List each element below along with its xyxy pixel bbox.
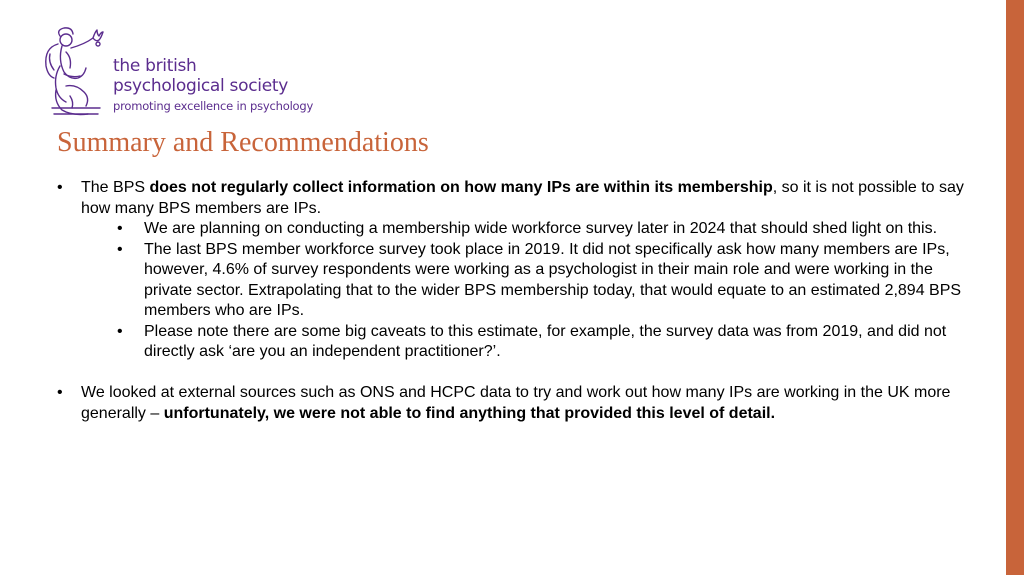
sub-bullet-text: The last BPS member workforce survey took place in 2019. It did not specifically ask how many members are IPs, however, 4.6% of survey respondents were working as a psychologist in their main role and were working in the private sector. Extrapolating that to the wider BPS membership today, that would equate to an estimated 2,894 BPS members who are IPs. — [144, 240, 962, 319]
slide-title: Summary and Recommendations — [57, 127, 429, 158]
sub-bullet-workforce-survey-plan — [57, 219, 972, 240]
bullet-marker: • — [57, 179, 63, 196]
logo-text-line2: psychological society — [113, 76, 288, 96]
bullet-external-sources — [57, 383, 972, 424]
accent-bar — [1006, 0, 1024, 575]
bullet-marker: • — [57, 384, 63, 401]
psyche-figure-icon — [40, 26, 110, 118]
sub-bullet-text: Please note there are some big caveats to this estimate, for example, the survey data was from 2019, and did not directly ask ‘are you an independent practitioner?’. — [144, 322, 947, 360]
bullet-bold-text: does not regularly collect information on how many IPs are within its membership — [149, 179, 773, 196]
sub-bullet-text: We are planning on conducting a membership wide workforce survey later in 2024 that should shed light on this. — [144, 220, 938, 237]
bullet-bold-text: unfortunately, we were not able to find anything that provided this level of detail. — [163, 404, 776, 422]
bullet-text: We looked at external sources such as ONS and HCPC data to try and work out how many IPs are working in the UK more generally – — [81, 384, 951, 422]
bullet-marker: • — [117, 220, 123, 237]
bullet-marker: • — [117, 240, 123, 258]
sub-bullet-caveats — [57, 322, 972, 363]
bullet-marker: • — [117, 322, 123, 340]
logo-text-line1: the british — [113, 56, 197, 76]
sub-bullet-2019-survey — [57, 240, 972, 322]
slide-body — [57, 178, 972, 424]
bullet-text: , so it is not possible to say how many BPS members are IPs. — [81, 179, 964, 217]
bullet-text: The BPS — [81, 179, 150, 196]
bps-logo — [40, 26, 330, 126]
logo-tagline: promoting excellence in psychology — [113, 99, 314, 113]
bullet-membership-info — [57, 178, 972, 219]
